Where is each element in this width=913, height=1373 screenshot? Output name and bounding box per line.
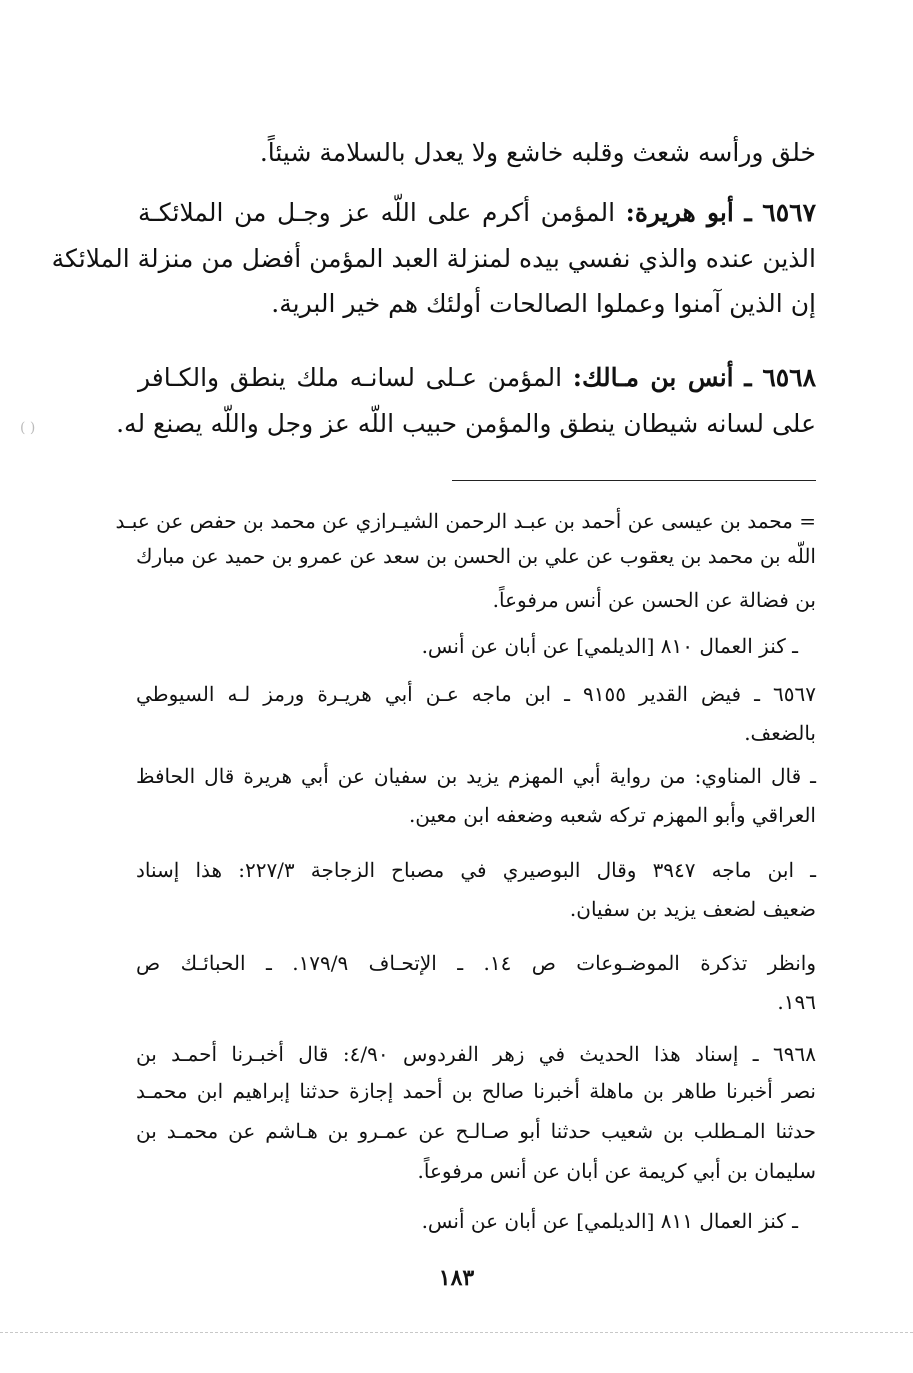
footnote-line: ٦٩٦٨ ـ إسناد هذا الحديث في زهر الفردوس ٤/٩٠: قال أخبـرنا أحمـد بن [136, 1042, 816, 1066]
footnote-line: ١٩٦. [777, 990, 816, 1014]
footnote-line: ـ كنز العمال ٨١٠ [الديلمي] عن أبان عن أنس. [421, 634, 798, 658]
footnote-line: وانظر تذكرة الموضـوعات ص ١٤. ـ الإتحـاف ١٧٩/٩. ـ الحبائـك ص [136, 951, 816, 975]
hadith-6568-text: المؤمن عـلى لسانـه ملك ينطق والكـافر [138, 363, 563, 392]
footnote-line: بالضعف. [744, 721, 816, 745]
footnote-line: العراقي وأبو المهزم تركه شعبه وضعفه ابن معين. [408, 803, 816, 827]
footnote-line: اللّه بن محمد بن يعقوب عن علي بن الحسن بن سعد عن عمرو بن حميد عن مبارك [136, 544, 816, 568]
footnote-line: ـ ابن ماجه ٣٩٤٧ وقال البوصيري في مصباح الزجاجة ٢٢٧/٣: هذا إسناد [136, 858, 817, 882]
hadith-6567-number: ٦٥٦٧ [762, 198, 817, 227]
hadith-6567-line-3: إن الذين آمنوا وعملوا الصالحات أولئك هم خير البرية. [271, 289, 816, 318]
footnote-line: = محمد بن عيسى عن أحمد بن عبـد الرحمن الشيـرازي عن محمد بن حفص عن عبـد [115, 509, 816, 533]
footnote-line: حدثنا المـطلب بن شعيب حدثنا أبو صـالـح عن عمـرو بن هـاشم عن محمـد بن [136, 1119, 816, 1143]
footnote-line: ضعيف لضعف يزيد بن سفيان. [569, 897, 816, 921]
footnote-line: سليمان بن أبي كريمة عن أبان عن أنس مرفوعاً. [417, 1159, 816, 1183]
margin-scan-mark: ( ) [20, 420, 36, 436]
footnote-line: نصر أخبرنا طاهر بن ماهلة أخبرنا صالح بن أحمد إجازة حدثنا إبراهيم ابن محمـد [136, 1079, 816, 1103]
hadith-6568-number: ٦٥٦٨ [762, 363, 817, 392]
hadith-6567-line-1: ٦٥٦٧ ـ أبو هريرة: المؤمن أكرم على اللّه عز وجـل من الملائكـة [138, 198, 817, 227]
hadith-6567-text: المؤمن أكرم على اللّه عز وجـل من الملائكـة [138, 198, 616, 227]
footnote-line: بن فضالة عن الحسن عن أنس مرفوعاً. [492, 588, 816, 612]
footnote-line: ـ كنز العمال ٨١١ [الديلمي] عن أبان عن أنس. [421, 1209, 798, 1233]
footnote-separator [452, 480, 816, 481]
hadith-6568-line-2: على لسانه شيطان ينطق والمؤمن حبيب اللّه عز وجل واللّه يصنع له. [116, 409, 816, 438]
hadith-6568-narrator: أنس بن مـالك: [572, 363, 734, 392]
scan-edge-line [0, 1332, 913, 1333]
main-line-1: خلق ورأسه شعث وقلبه خاشع ولا يعدل بالسلامة شيئاً. [259, 138, 816, 167]
hadith-6567-narrator: أبو هريرة: [625, 198, 734, 227]
footnote-line: ـ قال المناوي: من رواية أبي المهزم يزيد بن سفيان عن أبي هريرة قال الحافظ [136, 764, 816, 788]
page-number: ١٨٣ [438, 1265, 475, 1291]
hadith-6568-line-1: ٦٥٦٨ ـ أنس بن مـالك: المؤمن عـلى لسانـه ملك ينطق والكـافر [138, 363, 817, 392]
footnote-line: ٦٥٦٧ ـ فيض القدير ٩١٥٥ ـ ابن ماجه عـن أبي هريـرة ورمز لـه السيوطي [136, 682, 816, 706]
hadith-6567-line-2: الذين عنده والذي نفسي بيده لمنزلة العبد المؤمن أفضل من منزلة الملائكة [51, 244, 816, 273]
